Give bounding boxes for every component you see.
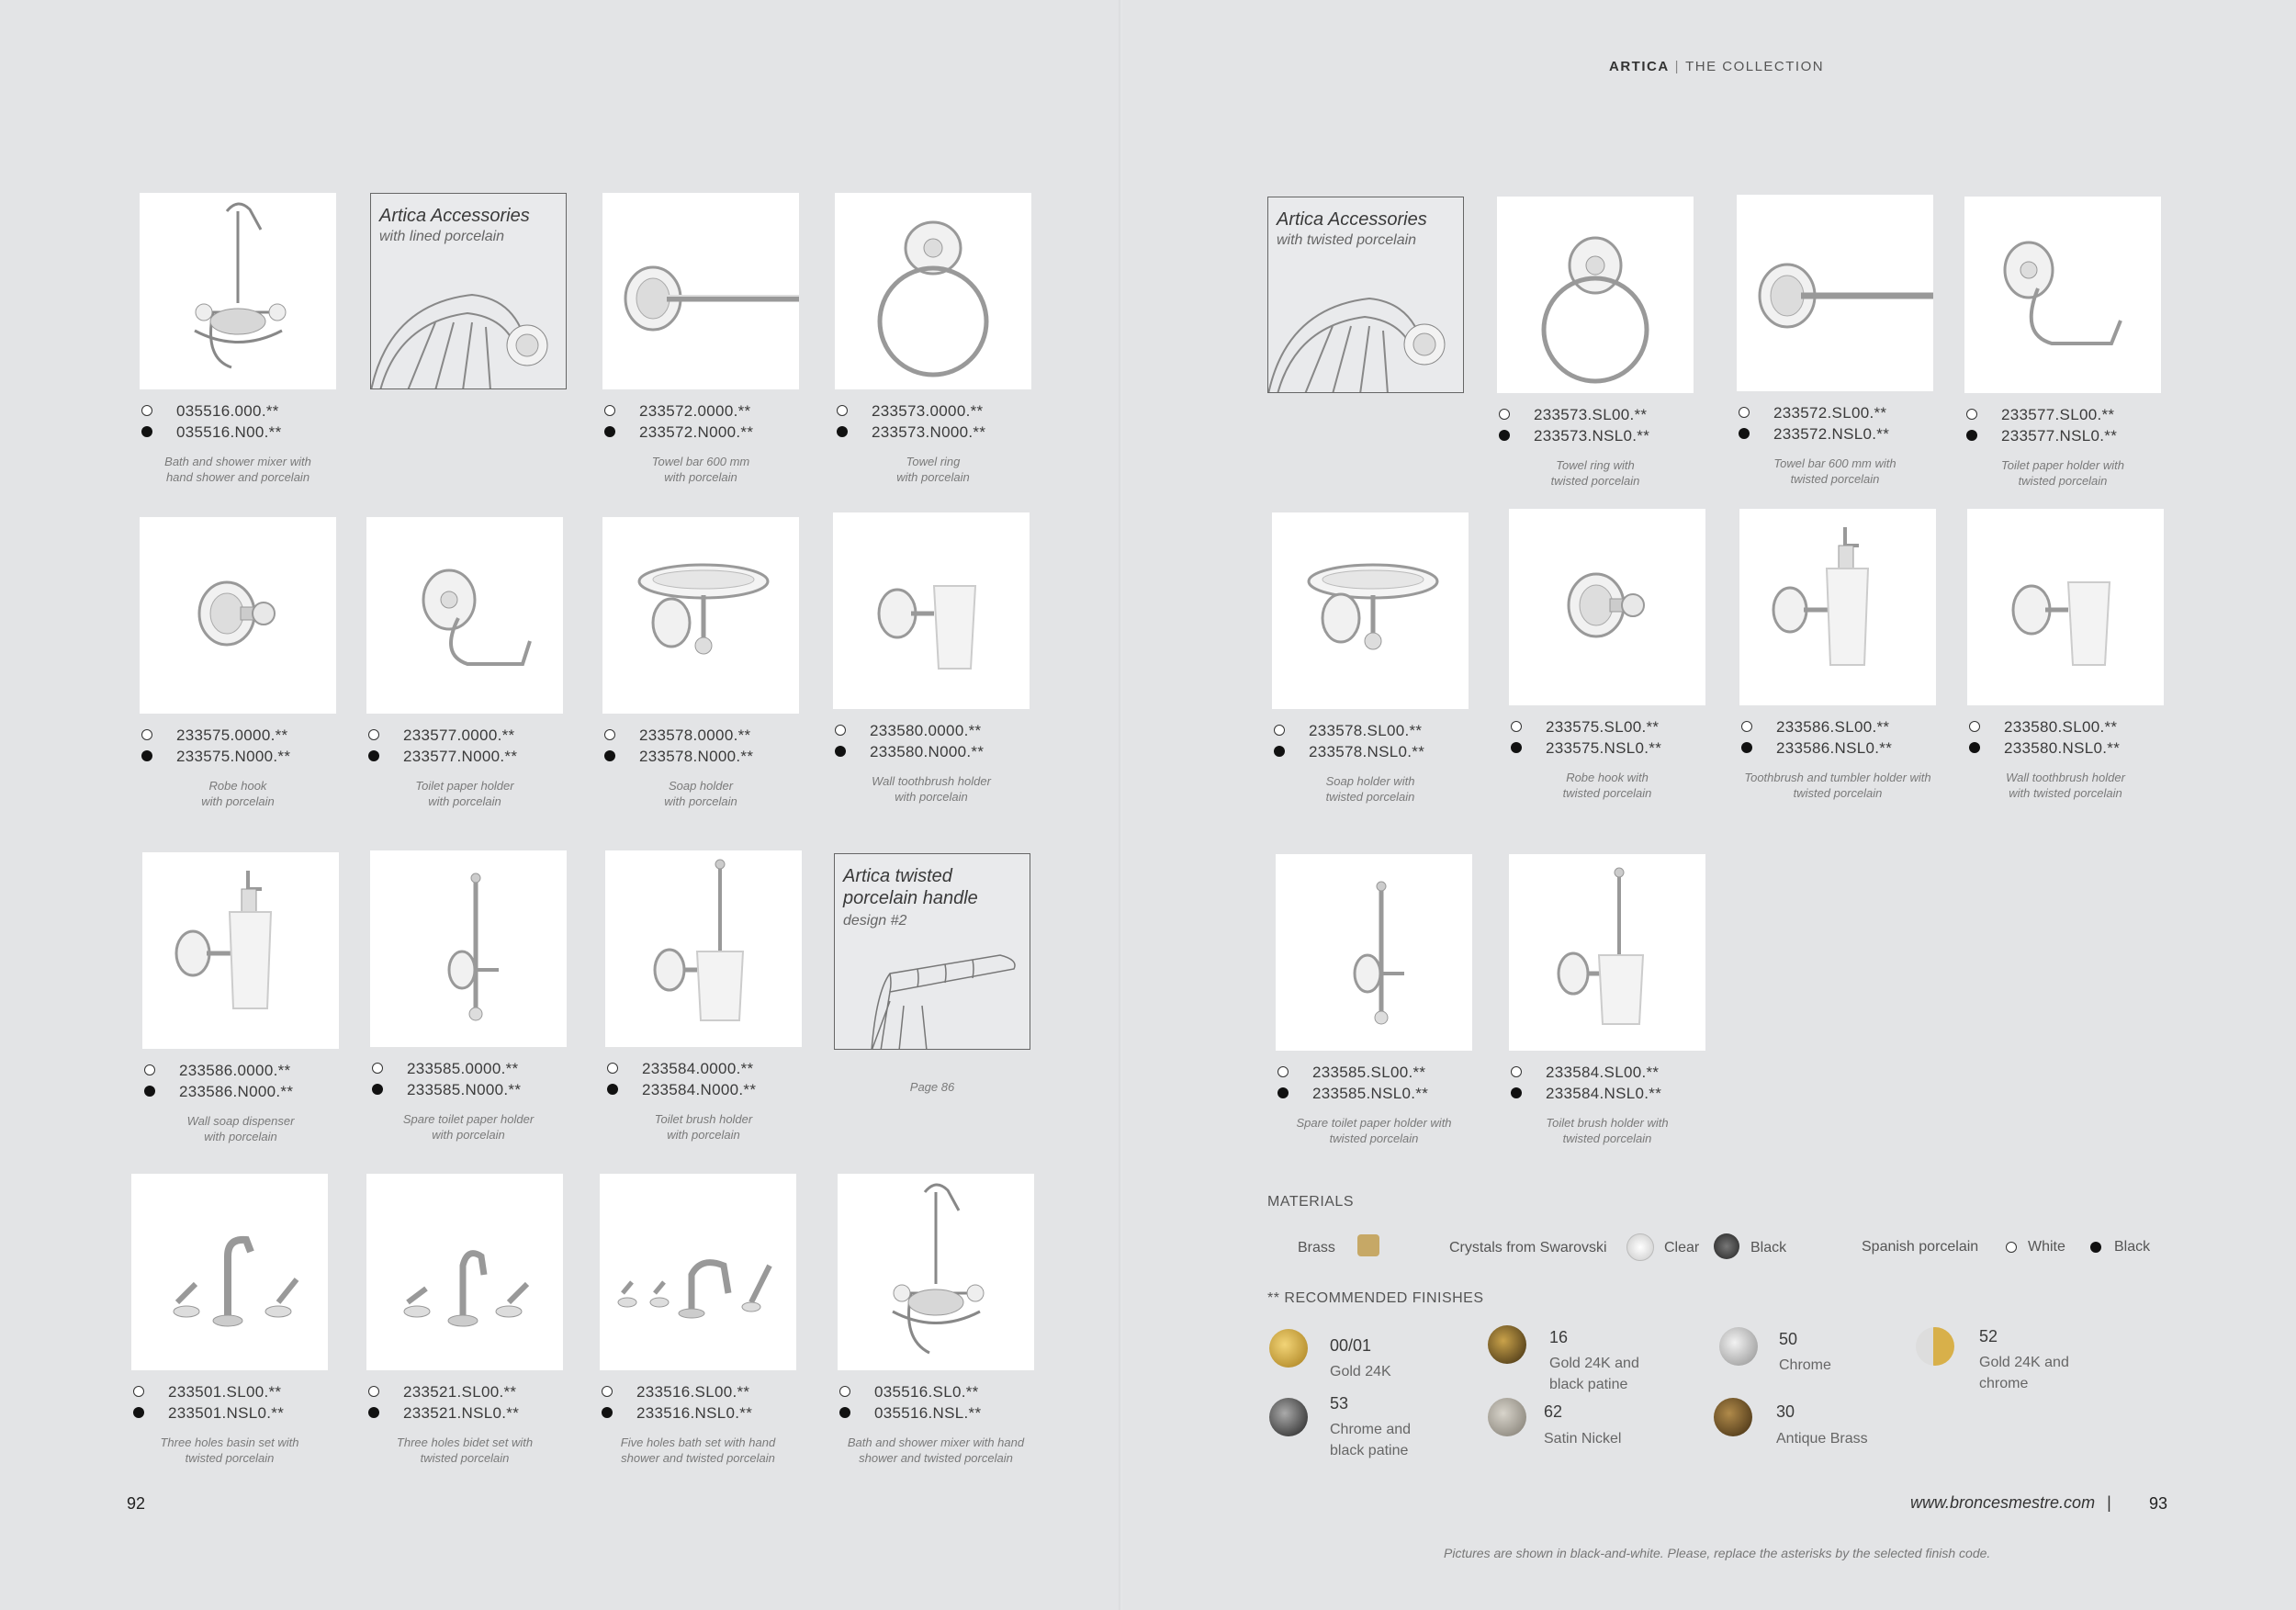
bath-shower-mixer-icon [140,193,336,389]
product-description: Five holes bath set with hand shower and twisted porcelain [620,1435,776,1465]
product-code: 233501.SL00.** [168,1383,282,1401]
feature-subtitle: with lined porcelain [379,229,505,244]
white-porcelain-dot [141,405,152,416]
product-code: 233584.NSL0.** [1546,1085,1662,1102]
toothbrush-holder-icon [833,512,1030,709]
product-code: 233575.0000.** [176,726,288,744]
white-porcelain-dot [604,405,615,416]
bath-shower-mixer-icon [838,1174,1034,1370]
product-description: Soap holder with porcelain [664,779,737,808]
white-porcelain-dot [133,1386,144,1397]
black-porcelain-dot [368,750,379,761]
black-porcelain-dot [1499,430,1510,441]
white-porcelain-dot [839,1386,850,1397]
black-porcelain-dot [835,746,846,757]
material-brass-label: Brass [1298,1240,1335,1255]
black-porcelain-dot [837,426,848,437]
product-code: 233575.SL00.** [1546,718,1660,736]
product-card[interactable] [1509,509,1705,801]
soap-dispenser-icon [142,852,339,1049]
towel-ring-icon [1497,197,1694,393]
product-card[interactable] [1739,509,1936,801]
product-description: Three holes basin set with twisted porcelain [160,1435,299,1465]
product-card[interactable] [142,852,339,1144]
white-porcelain-dot [1969,721,1980,732]
product-card[interactable] [1509,854,1705,1146]
website-url[interactable] [1910,1493,2111,1513]
product-description: Spare toilet paper holder with porcelain [402,1112,535,1142]
material-porcelain-label: Spanish porcelain [1862,1239,1979,1255]
product-code: 233585.SL00.** [1312,1064,1426,1081]
black-porcelain-dot [141,426,152,437]
white-porcelain-dot [2006,1242,2017,1253]
white-porcelain-dot [1966,409,1977,420]
black-porcelain-dot [1274,746,1285,757]
white-porcelain-dot [835,725,846,736]
product-code: 233575.N000.** [176,748,291,765]
clear-crystal-icon [1626,1233,1654,1261]
black-porcelain-dot [1969,742,1980,753]
product-code: 233573.N000.** [872,423,986,441]
product-description: Towel ring with porcelain [896,455,970,484]
gold-black-patine-swatch-icon [1488,1325,1526,1364]
white-porcelain-dot [368,1386,379,1397]
white-porcelain-dot [1511,721,1522,732]
soap-holder-icon [1272,512,1469,709]
product-card[interactable] [605,850,802,1143]
product-card[interactable] [1737,195,1933,487]
page-reference: Page 86 [909,1080,955,1094]
black-porcelain-dot [1511,1087,1522,1098]
website-link[interactable]: www.broncesmestre.com [1910,1493,2096,1512]
finishes-heading: ** RECOMMENDED FINISHES [1267,1290,1484,1306]
white-porcelain-dot [837,405,848,416]
product-card[interactable] [602,193,799,485]
black-porcelain-dot [1511,742,1522,753]
white-porcelain-dot [368,729,379,740]
product-card[interactable] [1967,509,2164,801]
white-porcelain-dot [1511,1066,1522,1077]
product-code: 233572.NSL0.** [1773,425,1890,443]
white-porcelain-dot [607,1063,618,1074]
product-code: 233584.SL00.** [1546,1064,1660,1081]
product-code: 233578.0000.** [639,726,751,744]
white-porcelain-dot [141,729,152,740]
product-code: 233578.SL00.** [1309,722,1423,739]
product-card[interactable] [1272,512,1469,805]
finish-code: 30 [1776,1402,1795,1421]
product-description: Bath and shower mixer with hand shower and porcelain [164,455,311,484]
product-description: Toothbrush and tumbler holder with twisted porcelain [1744,771,1931,800]
towel-bar-icon [1737,195,1933,391]
product-card[interactable] [366,1174,563,1466]
finish-code: 52 [1979,1327,1998,1345]
website-separator: | [2107,1493,2111,1512]
black-porcelain-dot [604,426,615,437]
robe-hook-icon [140,517,336,714]
product-card[interactable] [140,517,336,809]
page-number-right: 93 [2149,1494,2168,1513]
finish-name: Gold 24K [1330,1364,1391,1379]
spare-paper-holder-icon [1276,854,1472,1051]
feature-box-twisted-porcelain [1267,197,1464,393]
robe-hook-icon [1509,509,1705,705]
black-porcelain-dot [368,1407,379,1418]
black-porcelain-dot [1277,1087,1289,1098]
white-porcelain-dot [144,1064,155,1075]
product-code: 233585.0000.** [407,1060,519,1077]
feature-box-twisted-handle [834,853,1030,1050]
section-name: THE COLLECTION [1685,59,1825,74]
materials-heading: MATERIALS [1267,1194,1354,1210]
left-page [0,0,1120,1610]
gold-chrome-swatch-icon [1916,1327,1954,1366]
black-porcelain-dot [144,1086,155,1097]
white-porcelain-dot [1499,409,1510,420]
bidet-set-icon [366,1174,563,1370]
towel-ring-icon [835,193,1031,389]
basin-set-icon [131,1174,328,1370]
black-porcelain-dot [1966,430,1977,441]
product-code: 233577.0000.** [403,726,515,744]
product-code: 233516.SL00.** [636,1383,750,1401]
product-code: 233578.N000.** [639,748,754,765]
white-porcelain-dot [1274,725,1285,736]
black-porcelain-dot [602,1407,613,1418]
product-card[interactable] [838,1174,1034,1466]
feature-title: Artica Accessories [379,206,530,226]
product-code: 233580.N000.** [870,743,985,760]
product-card[interactable] [131,1174,328,1466]
toothbrush-holder-icon [1967,509,2164,705]
feature-box-lined-porcelain [370,193,567,389]
product-code: 233580.0000.** [870,722,982,739]
product-code: 233586.SL00.** [1776,718,1890,736]
black-porcelain-dot [604,750,615,761]
feature-title: Artica Accessories [1277,209,1427,230]
toilet-paper-holder-icon [1964,197,2161,393]
feature-title: Artica twisted porcelain handle [843,866,978,908]
product-description: Three holes bidet set with twisted porcelain [396,1435,534,1465]
product-code: 233572.0000.** [639,402,751,420]
product-code: 233501.NSL0.** [168,1404,285,1422]
white-porcelain-dot [1741,721,1752,732]
black-porcelain-dot [839,1407,850,1418]
black-porcelain-dot [1741,742,1752,753]
white-porcelain-dot [604,729,615,740]
satin-nickel-swatch-icon [1488,1398,1526,1436]
product-code: 233577.SL00.** [2001,406,2115,423]
product-description: Towel ring with twisted porcelain [1550,458,1640,488]
finish-name: Chrome [1779,1357,1831,1373]
product-code: 233578.NSL0.** [1309,743,1425,760]
gold-24k-swatch-icon [1269,1329,1308,1368]
product-code: 233586.NSL0.** [1776,739,1893,757]
product-card[interactable] [833,512,1030,805]
product-card[interactable] [140,193,336,485]
product-description: Wall toothbrush holder with porcelain [872,774,991,804]
chrome-swatch-icon [1719,1327,1758,1366]
product-code: 233586.N000.** [179,1083,294,1100]
product-description: Toilet brush holder with twisted porcelain [1546,1116,1669,1145]
brand-name: ARTICA [1609,59,1670,74]
toilet-paper-holder-icon [366,517,563,714]
finish-name: Antique Brass [1776,1431,1868,1447]
product-card[interactable] [366,517,563,809]
chrome-black-patine-swatch-icon [1269,1398,1308,1436]
feature-subtitle: with twisted porcelain [1277,232,1417,248]
product-card[interactable] [602,517,799,809]
product-card[interactable] [1276,854,1472,1146]
white-porcelain-dot [1739,407,1750,418]
product-description: Towel bar 600 mm with porcelain [651,455,750,484]
finish-name: Chrome and black patine [1330,1422,1412,1458]
product-code: 233521.SL00.** [403,1383,517,1401]
porcelain-white-label: White [2028,1239,2065,1255]
product-description: Robe hook with twisted porcelain [1562,771,1652,800]
black-porcelain-dot [1739,428,1750,439]
product-description: Spare toilet paper holder with twisted porcelain [1296,1116,1452,1145]
finish-code: 62 [1544,1402,1563,1421]
bath-set-icon [600,1174,796,1370]
product-description: Bath and shower mixer with hand shower and twisted porcelain [847,1435,1025,1465]
product-code: 233573.0000.** [872,402,984,420]
black-porcelain-dot [133,1407,144,1418]
towel-bar-icon [602,193,799,389]
finish-name: Gold 24K and chrome [1979,1355,2069,1391]
product-code: 233580.SL00.** [2004,718,2118,736]
finish-name: Satin Nickel [1544,1431,1622,1447]
product-description: Toilet paper holder with twisted porcelain [2001,458,2124,488]
product-code: 233573.NSL0.** [1534,427,1650,445]
product-code: 233585.N000.** [407,1081,522,1098]
product-code: 233572.SL00.** [1773,404,1887,422]
white-porcelain-dot [372,1063,383,1074]
product-description: Robe hook with porcelain [201,779,275,808]
antique-brass-swatch-icon [1714,1398,1752,1436]
product-code: 035516.N00.** [176,423,282,441]
spare-paper-holder-icon [370,850,567,1047]
brass-swatch-icon [1357,1234,1379,1256]
crystal-clear-label: Clear [1664,1240,1700,1255]
white-porcelain-dot [1277,1066,1289,1077]
product-code: 035516.SL0.** [874,1383,979,1401]
toilet-brush-holder-icon [1509,854,1705,1051]
product-description: Toilet brush holder with porcelain [654,1112,753,1142]
footnote: Pictures are shown in black-and-white. Please, replace the asterisks by the selected finish code. [1444,1546,1991,1560]
finish-code: 53 [1330,1394,1349,1413]
product-description: Wall toothbrush holder with twisted porcelain [2006,771,2125,800]
finish-code: 50 [1779,1330,1798,1348]
product-code: 233573.SL00.** [1534,406,1648,423]
product-description: Toilet paper holder with porcelain [415,779,514,808]
finish-name: Gold 24K and black patine [1549,1356,1639,1392]
toilet-brush-holder-icon [605,850,802,1047]
product-code: 233584.0000.** [642,1060,754,1077]
product-code: 035516.NSL.** [874,1404,982,1422]
page-number-left: 92 [127,1494,146,1513]
porcelain-black-label: Black [2114,1239,2151,1255]
product-code: 233521.NSL0.** [403,1404,520,1422]
running-head [1609,59,1824,74]
product-code: 233584.N000.** [642,1081,757,1098]
black-porcelain-dot [372,1084,383,1095]
product-card[interactable] [1497,197,1694,489]
product-code: 233572.N000.** [639,423,754,441]
product-card[interactable] [835,193,1031,485]
crystal-black-label: Black [1750,1240,1787,1255]
product-description: Soap holder with twisted porcelain [1325,774,1415,804]
product-card[interactable] [600,1174,796,1466]
product-description: Wall soap dispenser with porcelain [186,1114,295,1143]
black-porcelain-dot [607,1084,618,1095]
white-porcelain-dot [602,1386,613,1397]
right-page [1120,0,2296,1610]
feature-subtitle: design #2 [843,913,907,929]
product-card[interactable] [370,850,567,1143]
finish-code: 16 [1549,1328,1569,1346]
product-description: Towel bar 600 mm with twisted porcelain [1773,456,1896,486]
product-code: 233577.N000.** [403,748,518,765]
product-code: 233577.NSL0.** [2001,427,2118,445]
black-porcelain-dot [2090,1242,2101,1253]
product-code: 233586.0000.** [179,1062,291,1079]
black-crystal-icon [1714,1233,1739,1259]
product-code: 233516.NSL0.** [636,1404,753,1422]
finish-code: 00/01 [1330,1336,1372,1355]
product-card[interactable] [1964,197,2161,489]
product-code: 233580.NSL0.** [2004,739,2121,757]
soap-holder-icon [602,517,799,714]
product-code: 035516.000.** [176,402,279,420]
head-separator: | [1674,59,1681,74]
black-porcelain-dot [141,750,152,761]
product-code: 233585.NSL0.** [1312,1085,1429,1102]
product-code: 233575.NSL0.** [1546,739,1662,757]
soap-dispenser-icon [1739,509,1936,705]
material-crystals-label: Crystals from Swarovski [1449,1240,1607,1255]
